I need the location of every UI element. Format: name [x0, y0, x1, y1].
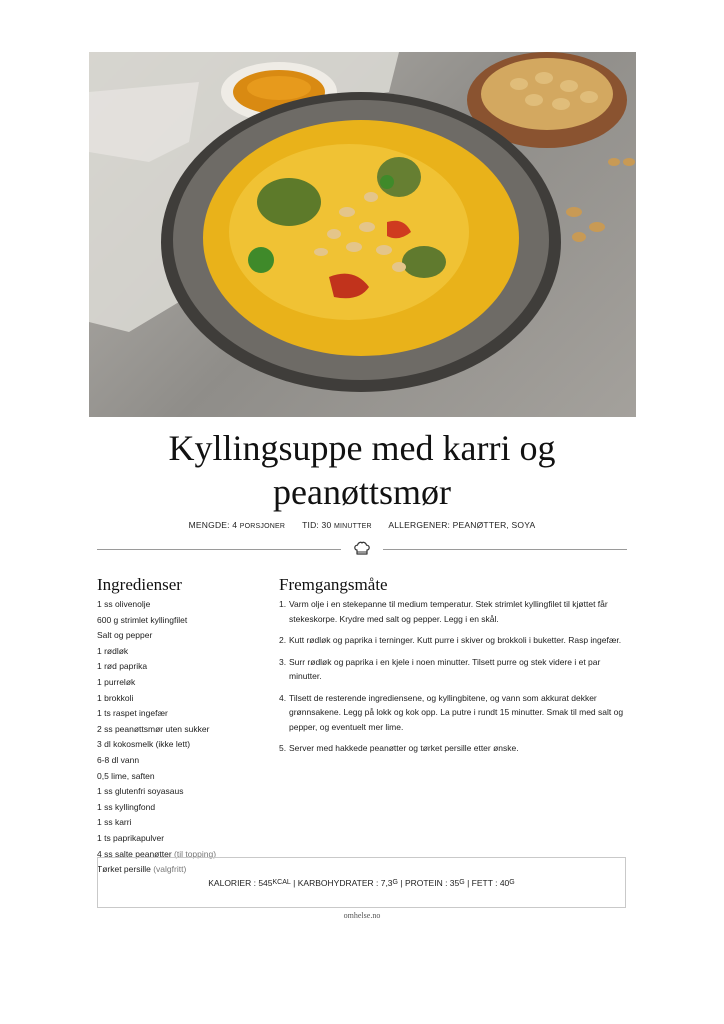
recipe-title	[62, 426, 662, 514]
step-number: 3.	[279, 656, 287, 667]
carbs-value: KARBOHYDRATER : 7,3	[297, 877, 393, 888]
ingredient-item	[97, 659, 267, 675]
ingredient-text: 4 ss salte peanøtter	[97, 848, 175, 859]
ingredient-text: 1 brokkoli	[97, 692, 134, 703]
divider-right	[383, 549, 627, 550]
ingredient-text: 2 ss peanøttsmør uten sukker	[97, 723, 210, 734]
ingredient-item	[97, 815, 267, 831]
amount-unit: PORSJONER	[239, 523, 286, 530]
ingredient-text: Salt og pepper	[97, 630, 153, 641]
step-text: Kutt rødløk og paprika i terninger. Kutt purre i skiver og brokkoli i buketter. Rasp ingefær.	[289, 635, 622, 645]
ingredient-item	[97, 800, 267, 816]
method-step	[279, 655, 629, 684]
fat-value: FETT : 40	[471, 877, 510, 888]
ingredient-text: 1 purreløk	[97, 676, 136, 687]
ingredient-note: (til topping)	[174, 848, 217, 859]
recipe-photo	[89, 52, 636, 417]
ingredient-item	[97, 784, 267, 800]
ingredient-text: 0,5 lime, saften	[97, 770, 155, 781]
calories-value: KALORIER : 545	[208, 877, 273, 888]
ingredient-text: 6-8 dl vann	[97, 754, 140, 765]
step-number: 5.	[279, 743, 287, 753]
ingredient-text: 1 ss olivenolje	[97, 599, 151, 609]
step-number: 4.	[279, 692, 287, 703]
method-step	[279, 691, 629, 735]
ingredient-text: 1 rødløk	[97, 645, 129, 656]
ingredient-item	[97, 753, 267, 769]
recipe-title-line-1: Kyllingsuppe med karri og	[168, 428, 556, 468]
ingredient-text: 1 ss karri	[97, 817, 132, 828]
method-step	[279, 597, 629, 626]
ingredient-text: 1 ss glutenfri soyasaus	[97, 786, 184, 797]
protein-unit: G	[459, 879, 465, 886]
ingredients-heading: Ingredienser	[97, 575, 182, 594]
protein-value: PROTEIN : 35	[404, 877, 460, 888]
ingredient-text: Tørket persille	[97, 864, 154, 875]
ingredient-text: 1 ss kyllingfond	[97, 801, 156, 812]
ingredient-item	[97, 706, 267, 722]
ingredient-text: 1 ts raspet ingefær	[97, 708, 168, 719]
ingredient-text: 3 dl kokosmelk (ikke lett)	[97, 739, 191, 750]
method-step	[279, 741, 629, 756]
amount-label: MENGDE: 4	[188, 520, 238, 530]
step-number: 2.	[279, 635, 287, 645]
ingredient-item	[97, 737, 267, 753]
ingredient-item	[97, 722, 267, 738]
source-footer[interactable]: omhelse.no	[343, 911, 381, 920]
ingredient-item	[97, 628, 267, 644]
time-label: TID: 30	[302, 520, 332, 530]
ingredient-item	[97, 675, 267, 691]
chef-hat-icon	[353, 540, 371, 558]
ingredient-item	[97, 691, 267, 707]
method-heading: Fremgangsmåte	[279, 575, 388, 594]
calories-unit: KCAL	[272, 879, 291, 886]
ingredient-item	[97, 597, 267, 613]
ingredient-item	[97, 769, 267, 785]
ingredients-list	[97, 597, 267, 878]
step-number: 1.	[279, 599, 287, 609]
ingredient-text: 1 ts paprikapulver	[97, 832, 165, 843]
step-text: Server med hakkede peanøtter og tørket persille etter ønske.	[289, 743, 519, 753]
step-text: Surr rødløk og paprika i en kjele i noen minutter. Tilsett purre og stek videre i et par minutter.	[289, 656, 601, 681]
method-step	[279, 633, 629, 648]
divider-left	[97, 549, 341, 550]
ingredient-text: 1 rød paprika	[97, 661, 148, 672]
step-text: Tilsett de resterende ingrediensene, og kyllingbitene, og vann som akkurat dekker grønnsakene. Legg på lokk og kok opp. La putre i rundt 15 minutter. Smak til med salt og pepper, og eventuelt mer lime.	[289, 692, 624, 732]
step-text: Varm olje i en stekepanne til medium temperatur. Stek strimlet kyllingfilet til kjøttet får stekeskorpe. Krydre med salt og pepper. Legg i en skål.	[289, 599, 608, 624]
ingredient-text: 600 g strimlet kyllingfilet	[97, 614, 188, 625]
ingredient-item	[97, 613, 267, 629]
ingredient-item	[97, 644, 267, 660]
recipe-meta	[62, 520, 662, 530]
method-steps	[279, 597, 629, 763]
ingredient-note: (valgfritt)	[153, 864, 187, 875]
ingredient-item	[97, 831, 267, 847]
carbs-unit: G	[392, 879, 398, 886]
fat-unit: G	[509, 879, 515, 886]
allergens-label: ALLERGENER: PEANØTTER, SOYA	[388, 520, 536, 530]
time-unit: MINUTTER	[333, 523, 372, 530]
soup-bowl-photo	[89, 52, 636, 417]
recipe-title-line-2: peanøttsmør	[273, 472, 451, 512]
nutrition-box: KALORIER : 545 KCAL | KARBOHYDRATER : 7,3 G | PROTEIN : 35 G | FETT : 40 G	[97, 857, 626, 908]
